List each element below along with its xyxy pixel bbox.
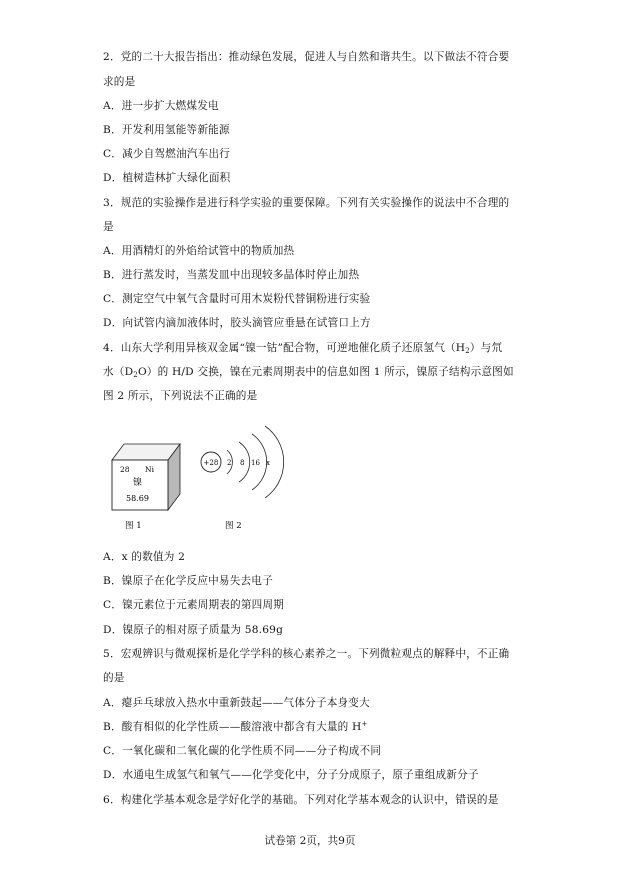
- q2-option-a: A．进一步扩大燃煤发电: [103, 100, 219, 112]
- q4-stem-line3: 图 2 所示，下列说法不正确的是: [103, 390, 258, 402]
- q3-option-a: A．用酒精灯的外焰给试管中的物质加热: [103, 245, 295, 257]
- q4-option-a: A．x 的数值为 2: [103, 551, 186, 563]
- q5-stem-line2: 的是: [103, 672, 125, 684]
- q2-stem-line2: 求的是: [103, 76, 136, 88]
- q5-option-c: C．一氧化碳和二氧化碳的化学性质不同——分子构成不同: [103, 745, 382, 757]
- q4-option-b: B．镍原子在化学反应中易失去电子: [103, 575, 273, 587]
- fig2-caption: 图 2: [225, 521, 242, 531]
- element-cell: [112, 444, 180, 510]
- q3-option-d: D．向试管内滴加液体时，胶头滴管应垂悬在试管口上方: [103, 317, 371, 329]
- element-symbol: Ni: [145, 465, 154, 474]
- nucleus-charge: +28: [203, 459, 219, 467]
- atom-diagram: [201, 426, 284, 498]
- q4-stem-line1: 4．山东大学利用异核双金属“镍一钴”配合物，可逆地催化质子还原氢气$(H_2)$与氘: [103, 342, 503, 355]
- fig1-caption: 图 1: [125, 521, 142, 531]
- q4-option-d: D．镍原子的相对原子质量为 58.69g: [103, 624, 284, 636]
- shell-1-count: 2: [227, 459, 232, 467]
- q2-option-c: C．减少自驾燃油汽车出行: [103, 148, 231, 160]
- q2-option-d: D．植树造林扩大绿化面积: [103, 172, 231, 184]
- q6-stem-line1: 6．构建化学基本观念是学好化学的基础。下列对化学基本观念的认识中，错误的是: [103, 794, 499, 806]
- q2-option-b: B．开发利用氢能等新能源: [103, 124, 230, 136]
- shell-3-count: 16: [251, 459, 260, 467]
- q4-option-c: C．镍元素位于元素周期表的第四周期: [103, 599, 285, 611]
- element-number: 28: [120, 465, 130, 474]
- q5-option-a: A．瘪乒乓球放入热水中重新鼓起——气体分子本身变大: [103, 697, 370, 709]
- q3-stem-line2: 是: [103, 221, 114, 233]
- q3-option-c: C．测定空气中氧气含量时可用木炭粉代替铜粉进行实验: [103, 293, 371, 305]
- shell-2-count: 8: [240, 459, 245, 467]
- q5-option-b: B．酸有相似的化学性质——酸溶液中都含有大量的 H+: [103, 720, 368, 733]
- q3-stem-line1: 3．规范的实验操作是进行科学实验的重要保障。下列有关实验操作的说法中不合理的: [103, 197, 510, 209]
- q4-figure: [100, 424, 300, 534]
- q5-option-d: D．水通电生成氢气和氧气——化学变化中，分子分成原子，原子重组成新分子: [103, 769, 479, 781]
- q2-stem-line1: 2．党的二十大报告指出：推动绿色发展，促进人与自然和谐共生。以下做法不符合要: [103, 51, 510, 63]
- q5-stem-line1: 5．宏观辨识与微观探析是化学学科的核心素养之一。下列微粒观点的解释中，不正确: [103, 648, 510, 660]
- shell-4-count: x: [266, 459, 270, 467]
- q4-stem-line2: 水$(D_2O)$的 H/D 交换，镍在元素周期表中的信息如图 1 所示，镍原子结构示意图如: [103, 366, 514, 379]
- page-footer: 试卷第 2页，共9页: [264, 835, 356, 847]
- atomic-mass: 58.69: [126, 494, 149, 503]
- element-name: 镍: [133, 478, 143, 488]
- q3-option-b: B．进行蒸发时，当蒸发皿中出现较多晶体时停止加热: [103, 269, 360, 281]
